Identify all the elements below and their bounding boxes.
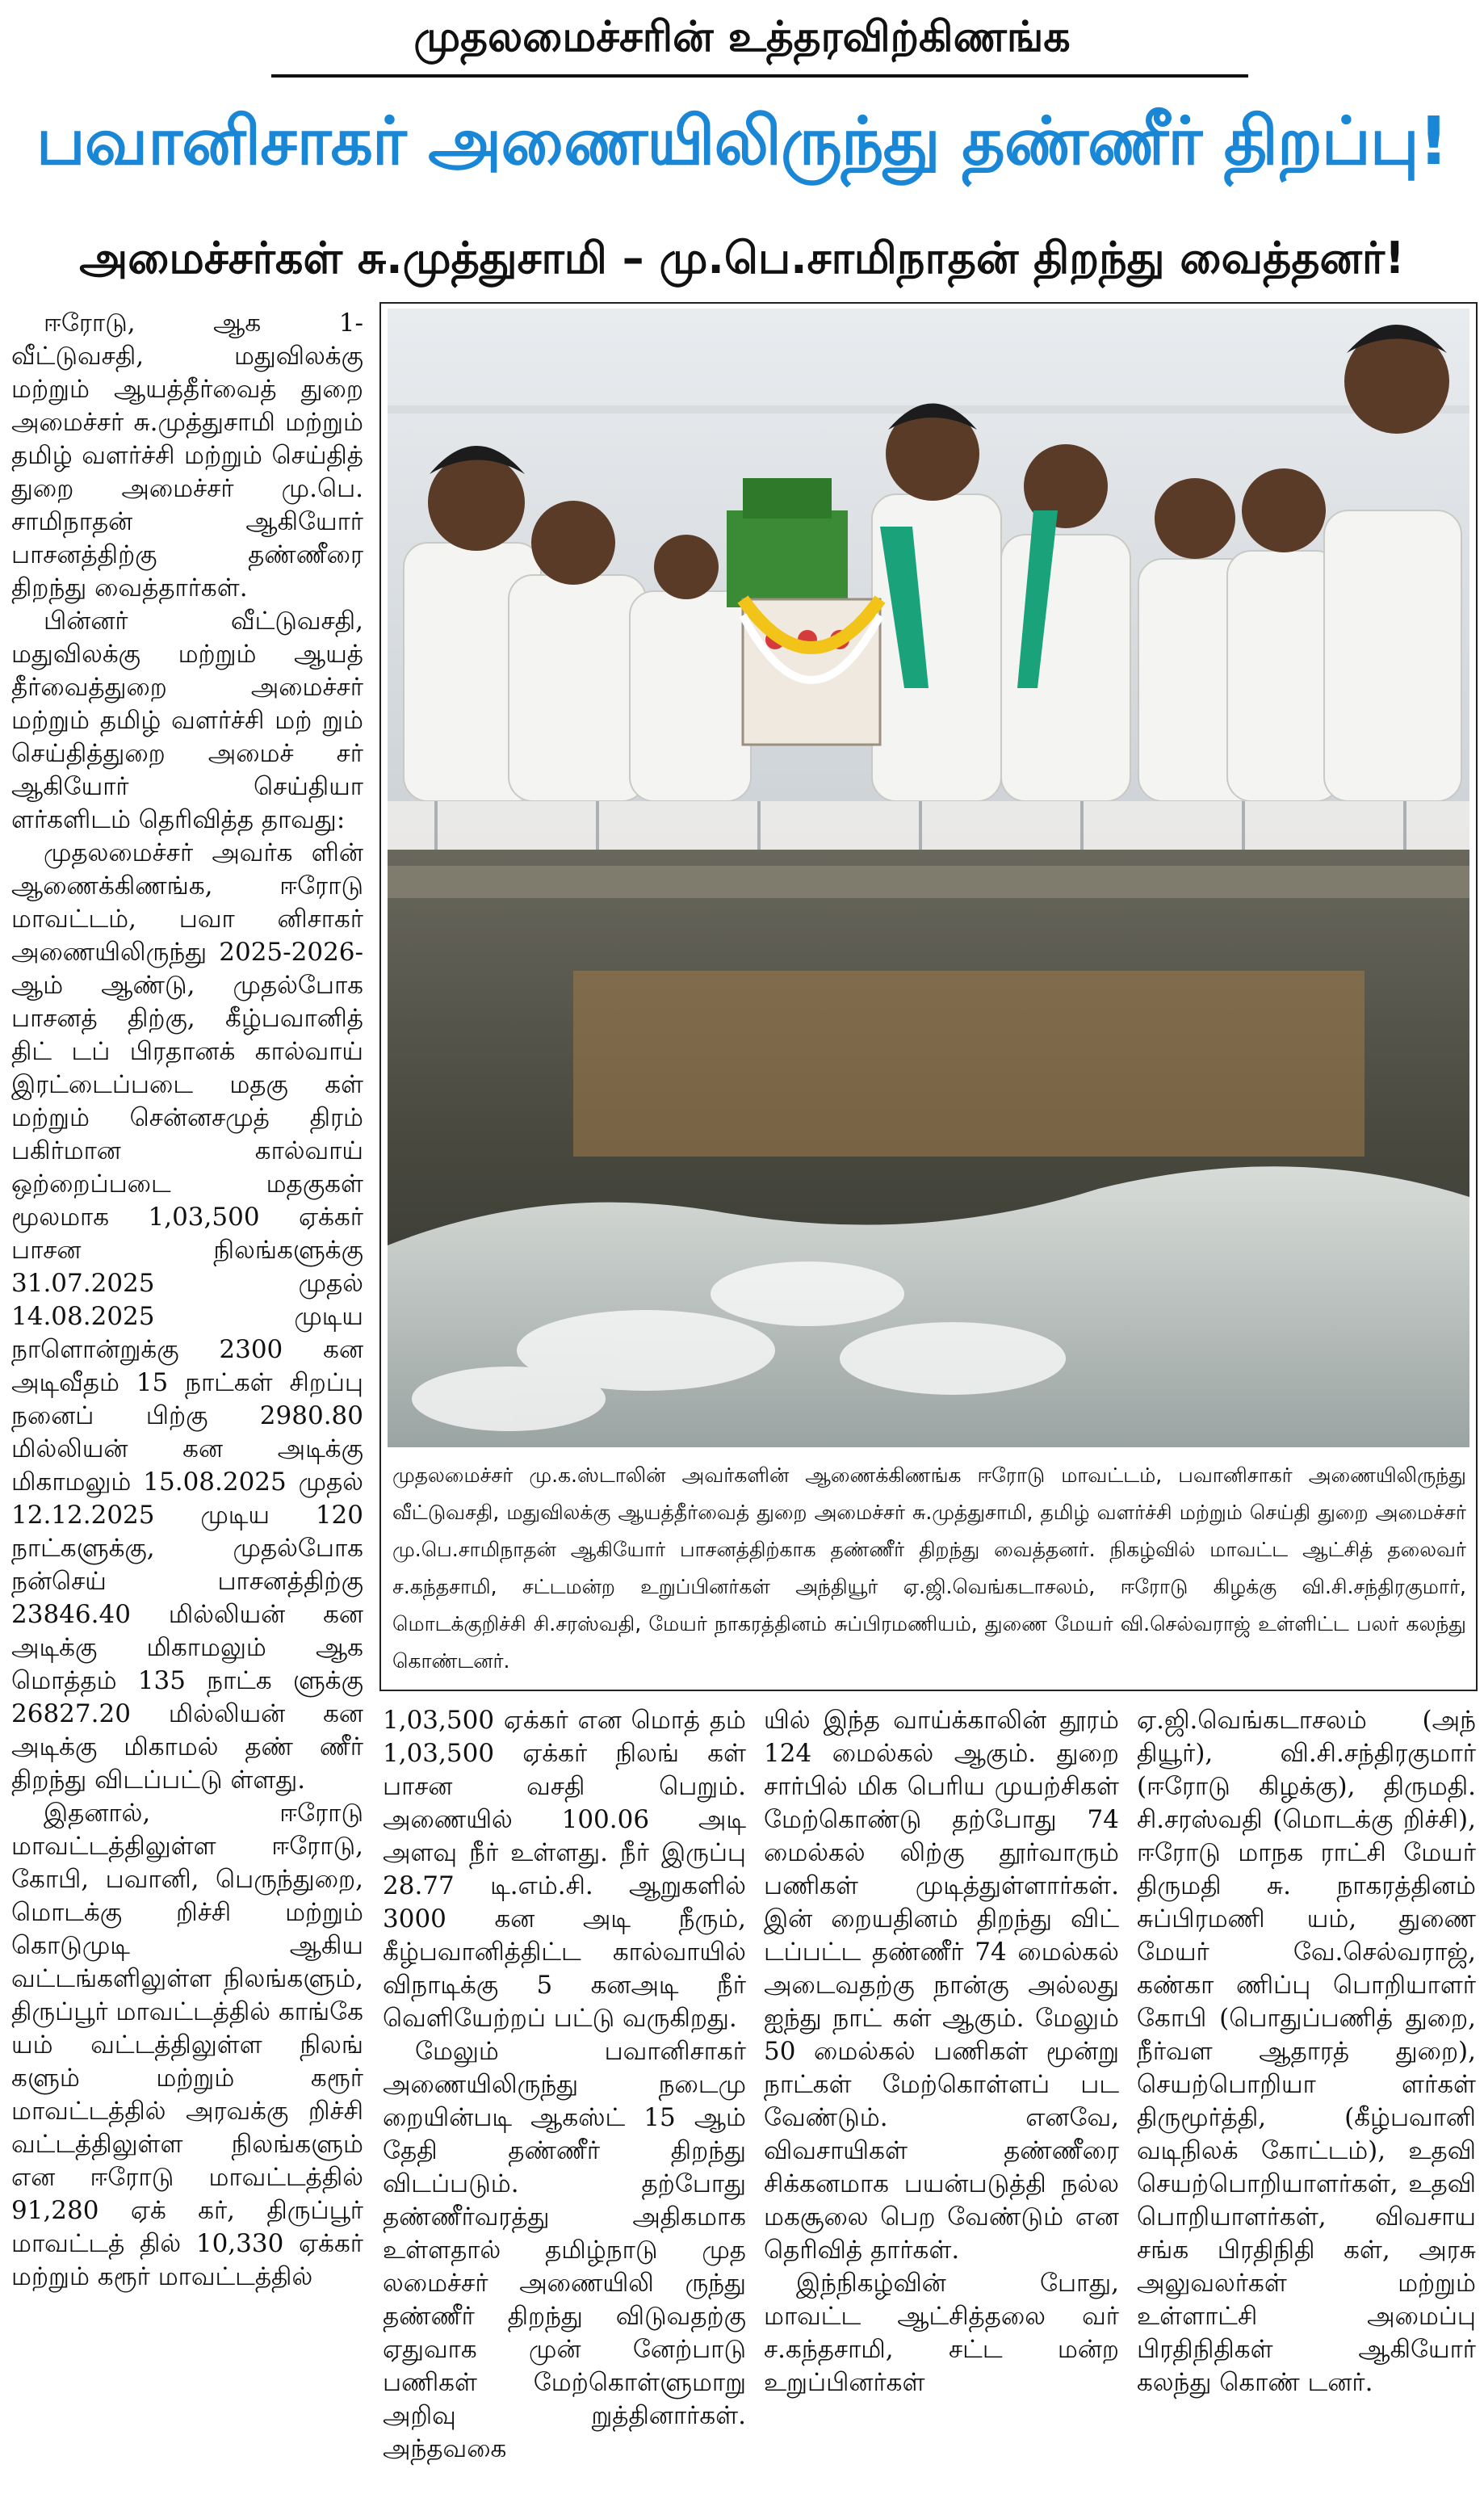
dam-railing xyxy=(388,801,1469,850)
kicker-underline xyxy=(271,74,1248,78)
photo-caption: முதலமைச்சர் மு.க.ஸ்டாலின் அவர்களின் ஆணைக்கிணங்க ஈரோடு மாவட்டம், பவானிசாகர் அணையிலிருந்து வீட்டுவசதி, மதுவிலக்கு ஆயத்தீர்வைத் துறை அமைச்சர் சு.முத்துசாமி, தமிழ் வளர்ச்சி மற்றும் செய்தி துறை அமைச்சர் மு.பெ.சாமிநாதன் ஆகியோர் பாசனத்திற்காக தண்ணீர் திறந்து வைத்தனர். நிகழ்வில் மாவட்ட ஆட்சித் தலைவர் ச.கந்தசாமி, சட்டமன்ற உறுப்பினர்கள் அந்தியூர் ஏ.ஜி.வெங்கடாசலம், ஈரோடு கிழக்கு வி.சி.சந்திரகுமார், மொடக்குறிச்சி சி.சரஸ்வதி, மேயர் நாகரத்தினம் சுப்பிரமணியம், துணை மேயர் வி.செல்வராஜ் உள்ளிட்ட பலர் கலந்து கொண்டனர். xyxy=(392,1463,1466,1673)
paragraph: யில் இந்த வாய்க்காலின் தூரம் 124 மைல்கல் ஆகும். துறை சார்பில் மிக பெரிய முயற்சிகள் மேற்கொண்டு தற்போது 74 மைல்கல் லிற்கு தூர்வாரும் பணிகள் முடித்துள்ளார்கள். இன் றையதினம் திறந்து விட் டப்பட்ட தண்ணீர் 74 மைல்கல் அடைவதற்கு நான்கு அல்லது ஐந்து நாட் கள் ஆகும். மேலும் 50 மைல்கல் பணிகள் மூன்று நாட்கள் மேற்கொள்ளப் பட வேண்டும். எனவே, விவசாயிகள் தண்ணீரை சிக்கனமாக பயன்படுத்தி நல்ல மகசூலை பெற வேண்டும் என தெரிவித் தார்கள். xyxy=(764,1706,1119,2265)
paragraph: 1,03,500 ஏக்கர் என மொத் தம் 1,03,500 ஏக்கர் நிலங் கள் பாசன வசதி பெறும். அணையில் 100.06 அடி அளவு நீர் உள்ளது. நீர் இருப்பு 28.77 டி.எம்.சி. ஆறுகளில் 3000 கன அடி நீரும், கீழ்பவானித்திட்ட கால்வாயில் விநாடிக்கு 5 கனஅடி நீர் வெளியேற்றப் பட்டு வருகிறது. xyxy=(383,1706,746,2033)
body-column-4 xyxy=(1137,1704,1476,2504)
paragraph: இதனால், ஈரோடு மாவட்டத்திலுள்ள ஈரோடு, கோபி, பவானி, பெருந்துறை, மொடக்கு றிச்சி மற்றும் கொடுமுடி ஆகிய வட்டங்களிலுள்ள நிலங்களும், திருப்பூர் மாவட்டத்தில் காங்கே யம் வட்டத்திலுள்ள நிலங் களும் மற்றும் கரூர் மாவட்டத்தில் அரவக்கு றிச்சி வட்டத்திலுள்ள நிலங்களும் என ஈரோடு மாவட்டத்தில் 91,280 ஏக் கர், திருப்பூர் மாவட்டத் தில் 10,330 ஏக்கர் மற்றும் கரூர் மாவட்டத்தில் xyxy=(11,1799,363,2291)
headline: பவானிசாகர் அணையிலிருந்து தண்ணீர் திறப்பு! xyxy=(36,103,1448,180)
body-column-1 xyxy=(11,307,363,2504)
subheadline: அமைச்சர்கள் சு.முத்துசாமி – மு.பெ.சாமிநாதன் திறந்து வைத்தனர்! xyxy=(79,233,1405,283)
body-column-3 xyxy=(764,1704,1119,2504)
news-photo xyxy=(388,309,1469,1447)
paragraph: ஈரோடு, ஆக 1- வீட்டுவசதி, மதுவிலக்கு மற்றும் ஆயத்தீர்வைத் துறை அமைச்சர் சு.முத்துசாமி மற்றும் தமிழ் வளர்ச்சி மற்றும் செய்தித் துறை அமைச்சர் மு.பெ. சாமிநாதன் ஆகியோர் பாசனத்திற்கு தண்ணீரை திறந்து வைத்தார்கள். xyxy=(11,309,363,603)
photo-frame xyxy=(379,302,1478,1691)
paragraph: மேலும் பவானிசாகர் அணையிலிருந்து நடைமு றையின்படி ஆகஸ்ட் 15 ஆம் தேதி தண்ணீர் திறந்து விடப்படும். தற்போது தண்ணீர்வரத்து அதிகமாக உள்ளதால் தமிழ்நாடு முத லமைச்சர் அணையிலி ருந்து தண்ணீர் திறந்து விடுவதற்கு ஏதுவாக முன் னேற்பாடு பணிகள் மேற்கொள்ளுமாறு அறிவு றுத்தினார்கள். அந்தவகை xyxy=(383,2037,746,2463)
paragraph: பின்னர் வீட்டுவசதி, மதுவிலக்கு மற்றும் ஆயத் தீர்வைத்துறை அமைச்சர் மற்றும் தமிழ் வளர்ச்சி மற் றும் செய்தித்துறை அமைச் சர் ஆகியோர் செய்தியா ளர்களிடம் தெரிவித்த தாவது: xyxy=(11,607,363,834)
kicker-title: முதலமைச்சரின் உத்தரவிற்கிணங்க xyxy=(413,13,1071,61)
paragraph: இந்நிகழ்வின் போது, மாவட்ட ஆட்சித்தலை வர் ச.கந்தசாமி, சட்ட மன்ற உறுப்பினர்கள் xyxy=(764,2269,1119,2397)
body-column-2 xyxy=(383,1704,746,2504)
paragraph: ஏ.ஜி.வெங்கடாசலம் (அந் தியூர்), வி.சி.சந்திரகுமார் (ஈரோடு கிழக்கு), திருமதி. சி.சரஸ்வதி (மொடக்கு றிச்சி), ஈரோடு மாநக ராட்சி மேயர் திருமதி சு. நாகரத்தினம் சுப்பிரமணி யம், துணை மேயர் வே.செல்வராஜ், கண்கா ணிப்பு பொறியாளர் கோபி (பொதுப்பணித் துறை, நீர்வள ஆதாரத் துறை), செயற்பொறியா ளர்கள் திருமூர்த்தி, (கீழ்பவானி வடிநிலக் கோட்டம்), உதவி செயற்பொறியாளர்கள், உதவி பொறியாளர்கள், விவசாய சங்க பிரதிநிதி கள், அரசு அலுவலர்கள் மற்றும் உள்ளாட்சி அமைப்பு பிரதிநிதிகள் ஆகியோர் கலந்து கொண் டனர். xyxy=(1137,1706,1476,2397)
paragraph: முதலமைச்சர் அவர்க ளின் ஆணைக்கிணங்க, ஈரோடு மாவட்டம், பவா னிசாகர் அணையிலிருந்து 2025-2026-ஆம் ஆண்டு, முதல்போக பாசனத் திற்கு, கீழ்பவானித் திட் டப் பிரதானக் கால்வாய் இரட்டைப்படை மதகு கள் மற்றும் சென்னசமுத் திரம் பகிர்மான கால்வாய் ஒற்றைப்படை மதகுகள் மூலமாக 1,03,500 ஏக்கர் பாசன நிலங்களுக்கு 31.07.2025 முதல் 14.08.2025 முடிய நாளொன்றுக்கு 2300 கன அடிவீதம் 15 நாட்கள் சிறப்பு நனைப் பிற்கு 2980.80 மில்லியன் கன அடிக்கு மிகாமலும் 15.08.2025 முதல் 12.12.2025 முடிய 120 நாட்களுக்கு, முதல்போக நன்செய் பாசனத்திற்கு 23846.40 மில்லியன் கன அடிக்கு மிகாமலும் ஆக மொத்தம் 135 நாட்க ளுக்கு 26827.20 மில்லியன் கன அடிக்கு மிகாமல் தண் ணீர் திறந்து விடப்பட்டு ள்ளது. xyxy=(11,838,363,1795)
